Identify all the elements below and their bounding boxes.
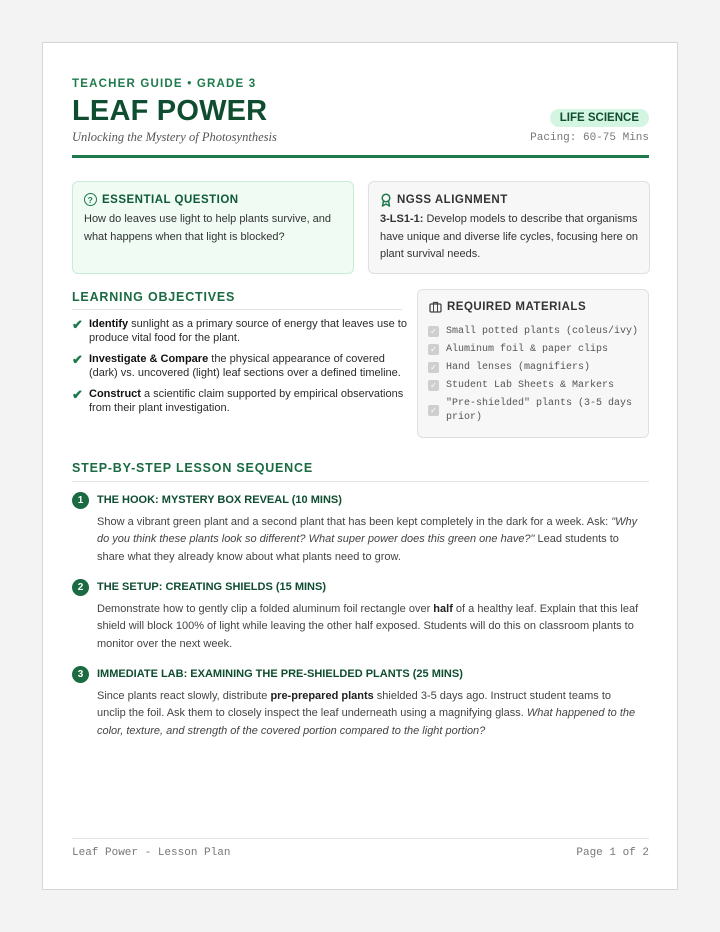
- objective-text: a scientific claim supported by empirical observations from their plant investigation.: [89, 388, 404, 414]
- header-divider: [72, 155, 649, 158]
- footer-title: Leaf Power - Lesson Plan: [72, 847, 231, 859]
- step-emphasis: half: [433, 603, 453, 615]
- step-title: THE SETUP: CREATING SHIELDS (15 MINS): [97, 581, 326, 593]
- document-page: [42, 42, 678, 890]
- required-materials-card: [417, 289, 649, 438]
- objective-verb: Identify: [89, 318, 129, 330]
- list-item: [428, 325, 643, 339]
- materials-list: [428, 325, 643, 429]
- sequence-divider: [72, 481, 649, 482]
- checkbox-checked-icon[interactable]: ✓: [428, 380, 439, 391]
- page-subtitle: Unlocking the Mystery of Photosynthesis: [72, 130, 277, 144]
- checkbox-checked-icon[interactable]: ✓: [428, 405, 439, 416]
- objectives-list: [72, 317, 407, 422]
- step-text: Demonstrate how to gently clip a folded aluminum foil rectangle over: [97, 603, 434, 615]
- step-text: Show a vibrant green plant and a second plant that has been kept completely in the dark for a week. Ask:: [97, 516, 612, 528]
- objective-text: sunlight as a primary source of energy that leaves use to produce vital food for the plant.: [89, 318, 407, 344]
- pacing-label: Pacing: 60-75 Mins: [530, 132, 649, 144]
- checkbox-checked-icon[interactable]: ✓: [428, 326, 439, 337]
- list-item: [428, 397, 643, 425]
- learning-objectives-heading: LEARNING OBJECTIVES: [72, 290, 236, 304]
- award-ribbon-icon: [380, 193, 392, 207]
- list-item: [72, 317, 407, 345]
- material-label: Aluminum foil & paper clips: [446, 344, 609, 355]
- step-description: [97, 688, 642, 740]
- essential-question-title: ESSENTIAL QUESTION: [102, 193, 239, 206]
- list-item: [72, 352, 407, 380]
- list-item: [428, 379, 643, 393]
- essential-question-card: [72, 181, 354, 274]
- objectives-divider: [72, 309, 402, 310]
- materials-title: REQUIRED MATERIALS: [447, 301, 587, 313]
- eyebrow: TEACHER GUIDE • GRADE 3: [72, 78, 257, 90]
- material-label: Small potted plants (coleus/ivy): [446, 326, 639, 337]
- briefcase-icon: [429, 301, 442, 313]
- footer-divider: [72, 838, 649, 839]
- checkmark-icon: ✔: [72, 317, 83, 332]
- list-item: [428, 343, 643, 357]
- checkbox-checked-icon[interactable]: ✓: [428, 362, 439, 373]
- checkbox-checked-icon[interactable]: ✓: [428, 344, 439, 355]
- step-text: Since plants react slowly, distribute: [97, 690, 271, 702]
- step-emphasis: pre-prepared plants: [270, 690, 374, 702]
- page-number: Page 1 of 2: [576, 847, 649, 859]
- material-label: "Pre-shielded" plants (3-5 days prior): [446, 398, 633, 423]
- step-text: Lead students to share what they already know about what plants need to grow.: [97, 533, 619, 563]
- objective-verb: Construct: [89, 388, 141, 400]
- objective-text: the physical appearance of covered (dark) vs. uncovered (light) leaf sections over a defined timeline.: [89, 353, 401, 379]
- checkmark-icon: ✔: [72, 352, 83, 367]
- subject-badge: LIFE SCIENCE: [550, 109, 649, 127]
- step-text: of a healthy leaf. Explain that this leaf shield will block 100% of light while leaving the other half exposed. Students will do this on classroom plants to monitor over the next week.: [97, 603, 639, 650]
- step-description: [97, 601, 642, 653]
- ngss-code: 3-LS1-1:: [380, 213, 424, 225]
- list-item: [428, 361, 643, 375]
- checkmark-icon: ✔: [72, 387, 83, 402]
- ngss-description: Develop models to describe that organisms have unique and diverse life cycles, focusing here on plant survival needs.: [380, 213, 639, 260]
- lesson-sequence-heading: STEP-BY-STEP LESSON SEQUENCE: [72, 461, 313, 475]
- ngss-alignment-card: [368, 181, 650, 274]
- list-item: [72, 387, 407, 415]
- ngss-title: NGSS ALIGNMENT: [397, 194, 508, 206]
- material-label: Hand lenses (magnifiers): [446, 362, 591, 373]
- step-question: What happened to the color, texture, and strength of the covered portion compared to the light portion?: [97, 707, 636, 737]
- material-label: Student Lab Sheets & Markers: [446, 380, 615, 391]
- question-circle-icon: ?: [84, 193, 97, 206]
- ngss-heading: [380, 193, 508, 207]
- step-title: IMMEDIATE LAB: EXAMINING THE PRE-SHIELDED PLANTS (25 MINS): [97, 668, 463, 680]
- objective-verb: Investigate & Compare: [89, 353, 209, 365]
- step-question: "Why do you think these plants look so different? What super power does this green one have?": [97, 516, 638, 546]
- step-description: [97, 514, 642, 566]
- page-title: LEAF POWER: [72, 95, 268, 127]
- step-number-badge: 2: [72, 579, 89, 596]
- materials-heading: [429, 301, 586, 313]
- essential-question-heading: [84, 193, 239, 206]
- step-title: THE HOOK: MYSTERY BOX REVEAL (10 MINS): [97, 494, 342, 506]
- step-number-badge: 1: [72, 492, 89, 509]
- step-number-badge: 3: [72, 666, 89, 683]
- step-text: shielded 3-5 days ago. Instruct student teams to unclip the foil. Ask them to closely inspect the leaf underneath using a magnifying glass.: [97, 690, 611, 720]
- essential-question-text: How do leaves use light to help plants survive, and what happens when that light is blocked?: [84, 213, 332, 243]
- ngss-text: [380, 211, 639, 264]
